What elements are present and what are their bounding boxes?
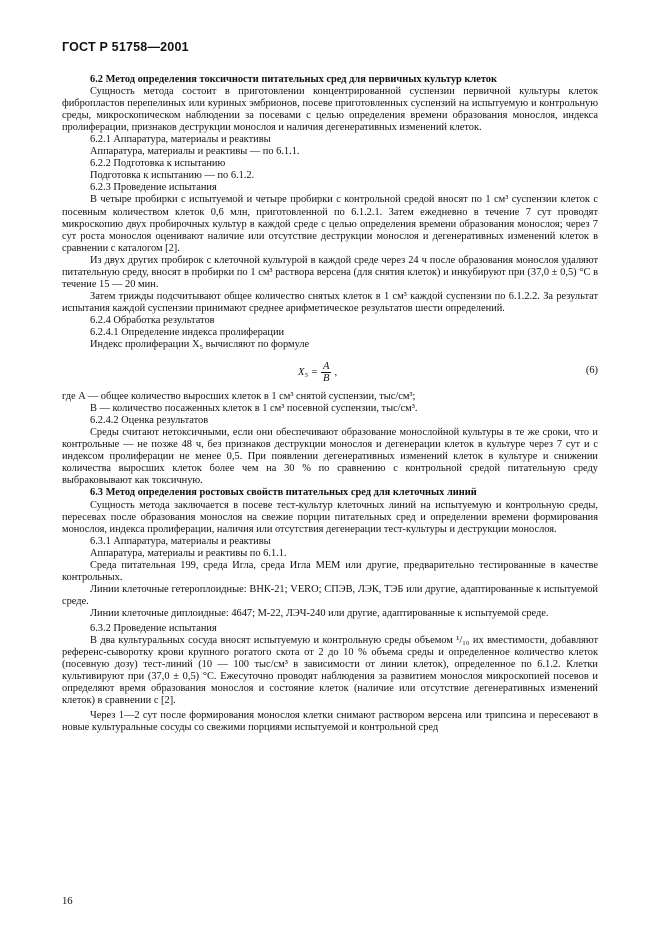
paragraph: Среда питательная 199, среда Игла, среда Игла МЕМ или другие, предварительно тестированные в качестве контрольных. bbox=[62, 559, 598, 583]
paragraph: где A — общее количество выросших клеток в 1 см³ снятой суспензии, тыс/см³; bbox=[62, 391, 416, 403]
formula-tail: , bbox=[334, 366, 338, 378]
section-heading: 6.3 Метод определения ростовых свойств питательных сред для клеточных линий bbox=[90, 487, 477, 499]
paragraph: 6.2.1 Аппаратура, материалы и реактивы bbox=[90, 134, 271, 146]
formula-fraction bbox=[321, 361, 331, 384]
formula-numerator: A bbox=[322, 361, 330, 373]
section-heading: 6.2 Метод определения токсичности питательных сред для первичных культур клеток bbox=[90, 74, 497, 85]
paragraph: Среды считают нетоксичными, если они обеспечивают образование монослойной культуры в те же сроки, что и контрольные — не позже 48 ч, без признаков деструкции монослоя и дегенерации клеток в культуре через 7 сут и с индексом пролиферации не менее 0,5. При появлении дегенеративных изменений клеток в культуре и снижении количества выросших клеток более чем на 30 % по сравнению с контрольной средой питательную среду выбраковывают как токсичную. bbox=[62, 427, 598, 487]
paragraph: Индекс пролиферации X₅ вычисляют по формуле bbox=[90, 339, 310, 351]
paragraph: 6.2.4.2 Оценка результатов bbox=[90, 415, 209, 427]
paragraph: Аппаратура, материалы и реактивы — по 6.1.1. bbox=[90, 146, 300, 158]
standard-header: ГОСТ Р 51758—2001 bbox=[62, 40, 189, 54]
paragraph: Линии клеточные гетероплоидные: ВНК-21; VERO; СПЭВ, ЛЭК, ТЭБ или другие, адаптированные к испытуемой среде. bbox=[62, 583, 598, 607]
paragraph: 6.2.2 Подготовка к испытанию bbox=[90, 158, 226, 170]
paragraph: В четыре пробирки с испытуемой и четыре пробирки с контрольной средой вносят по 1 см³ суспензии клеток с посевным количеством клеток 0,6 млн, приготовленной по 6.1.2.1. Затем ежедневно в течение 7 сут проводят микроскопию двух пробирочных культур в каждой среде с целью определения времени образования монослоя; через 7 сут роста монослоя оценивают наличие или отсутствие деструкции монослоя и дегенеративных изменений клеток в сравнении с каталогом [2]. bbox=[62, 194, 598, 254]
paragraph: 6.3.2 Проведение испытания bbox=[90, 622, 217, 634]
paragraph: 6.2.4.1 Определение индекса пролиферации bbox=[90, 326, 285, 338]
paragraph: 6.2.4 Обработка результатов bbox=[90, 314, 215, 326]
paragraph: Подготовка к испытанию — по 6.1.2. bbox=[90, 170, 255, 182]
variable-definitions bbox=[62, 391, 598, 415]
formula-number: (6) bbox=[585, 365, 598, 377]
text-block-2 bbox=[62, 415, 598, 734]
paragraph: Сущность метода состоит в приготовлении концентрированной суспензии первичной культуры клеток фибропластов перепелиных или куриных эмбрионов, посеве приготовленных суспензий на испытуемую и контрольную среды, микроскопическом наблюдении за посевами с целью определения времени образования монослоя, индекса пролиферации, признаков деструкции монослоя и наличия дегенеративных изменений клеток. bbox=[62, 86, 598, 134]
page-number: 16 bbox=[62, 896, 73, 907]
paragraph: Сущность метода заключается в посеве тест-культур клеточных линий на испытуемую и контрольную среды, пересевах после образования монослоя на свежие порции питательных сред и определении времени формирования монослоя, индекса пролиферации, наличия или отсутствия дегенерации тест-культуры и деструкции монослоя. bbox=[62, 499, 598, 535]
formula-expression bbox=[298, 361, 337, 384]
document-body bbox=[62, 74, 598, 734]
paragraph: Затем трижды подсчитывают общее количество снятых клеток в 1 см³ каждой суспензии по 6.1.2.2. За результат испытания каждой суспензии принимают среднее арифметическое результатов шести определений. bbox=[62, 290, 598, 314]
paragraph: 6.3.1 Аппаратура, материалы и реактивы bbox=[90, 535, 271, 547]
formula-lhs: X₅ = bbox=[298, 366, 318, 378]
paragraph: Из двух других пробирок с клеточной культурой в каждой среде через 24 ч после образования монослоя удаляют питательную среду, вносят в пробирки по 1 см³ раствора версена (для снятия клеток) и инкубируют при (37,0 ± 0,5) °С в течение 15 — 20 мин. bbox=[62, 254, 598, 290]
formula-denominator: B bbox=[322, 373, 330, 385]
paragraph: В два культуральных сосуда вносят испытуемую и контрольную среды объемом ¹/₁₀ их вместимости, добавляют референс-сыворотку крови крупного рогатого скота от 2 до 10 % объема среды и определенное количество клеток (посевную дозу) тест-линий (10 — 100 тыс/см³ в зависимости от линии клеток), определенное по 6.1.2. Клетки культивируют при (37,0 ± 0,5) °С. Ежесуточно проводят наблюдения за развитием монослоя микроскопией посевов и определяют время образования монослоя и состояние клеток (наличие или отсутствие дегенеративных изменений клеток) в сравнении с [2]. bbox=[62, 635, 598, 707]
document-page bbox=[62, 40, 598, 734]
paragraph: Аппаратура, материалы и реактивы по 6.1.1. bbox=[90, 547, 287, 559]
paragraph: 6.2.3 Проведение испытания bbox=[90, 182, 217, 194]
text-block-1 bbox=[62, 74, 598, 351]
paragraph: B — количество посаженных клеток в 1 см³ посевной суспензии, тыс/см³. bbox=[90, 403, 418, 415]
paragraph: Через 1—2 сут после формирования монослоя клетки снимают раствором версена или трипсина и пересевают в новые культуральные сосуды со свежими порциями испытуемой и контрольной сред bbox=[62, 710, 598, 734]
formula-6 bbox=[62, 357, 598, 387]
paragraph: Линии клеточные диплоидные: 4647; М-22, ЛЭЧ-240 или другие, адаптированные к испытуемой среде. bbox=[90, 607, 549, 619]
